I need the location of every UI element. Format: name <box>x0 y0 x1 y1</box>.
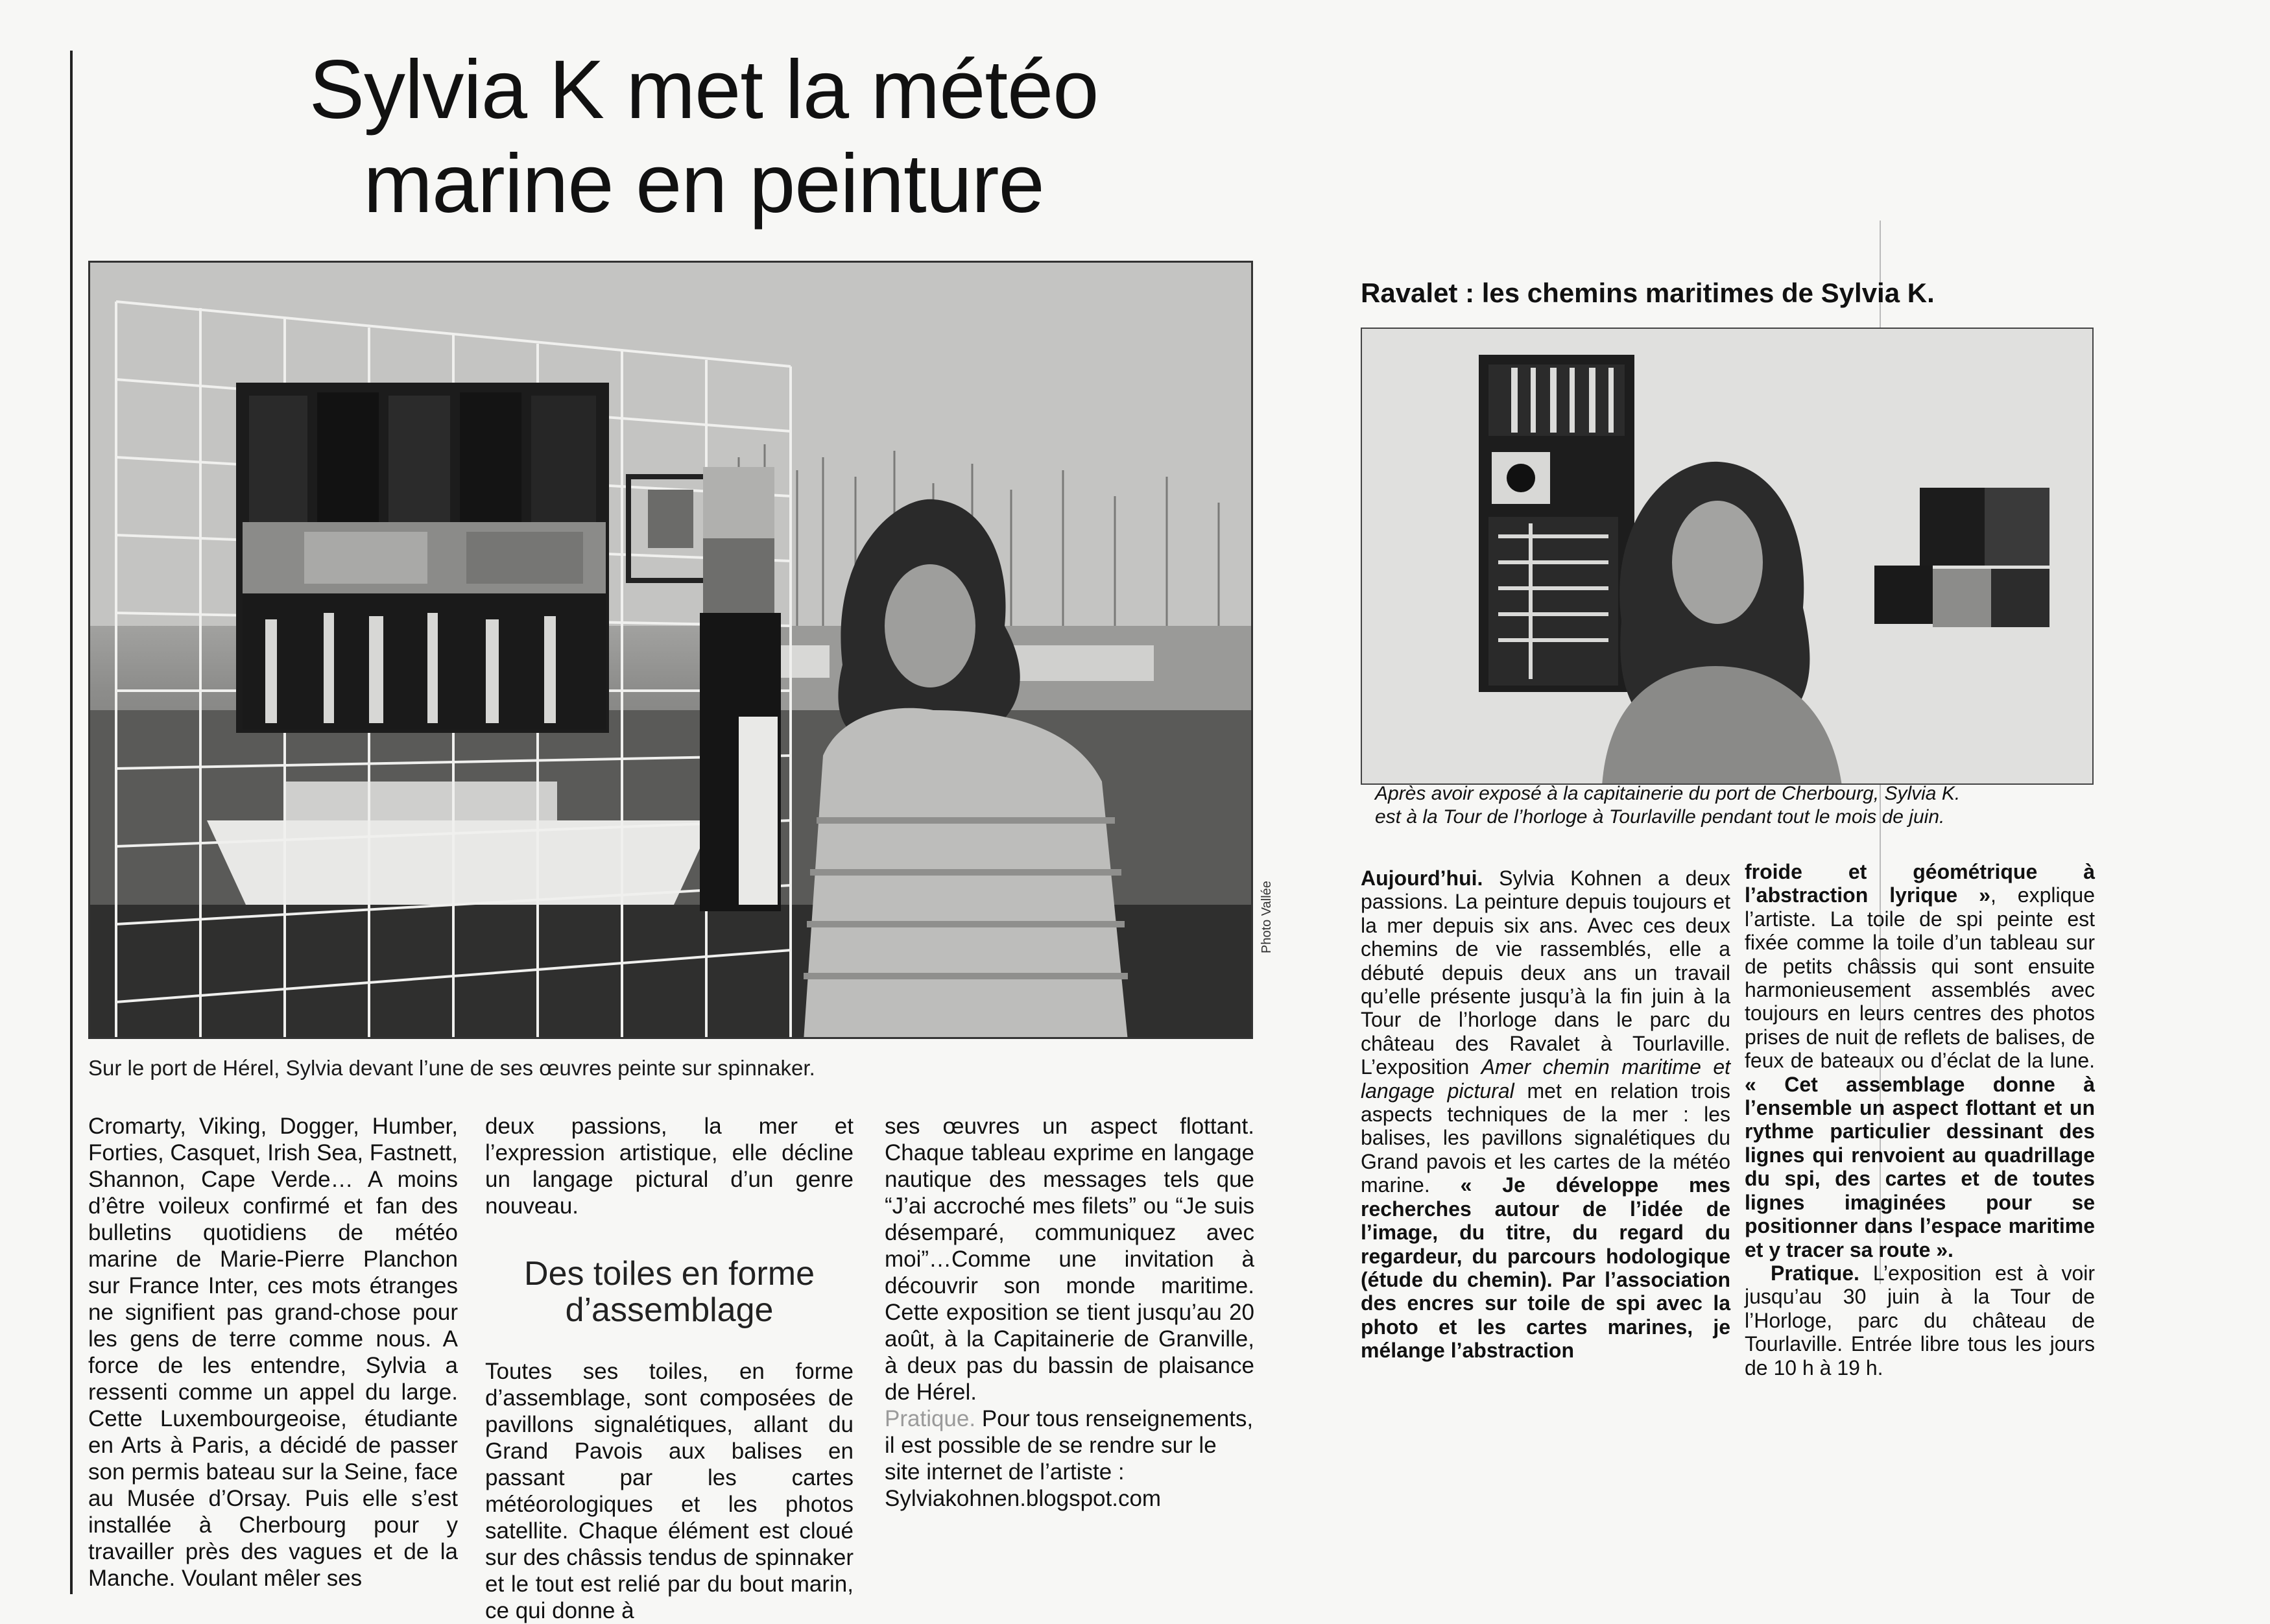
article-column-3 <box>885 1113 1254 1512</box>
right-col1-lead: Aujourd’hui. <box>1361 866 1483 890</box>
article-col2-body: Toutes ses toiles, en forme d’assemblage, sont composées de pavillons signalétiques, allant du Grand Pavois aux balises en passant par les cartes météorologiques et les photos satellite. Chaque élément est cloué sur des châssis tendus de spinnaker et le tout est relié par du bout marin, ce qui donne à <box>485 1359 854 1623</box>
right-col2-quote-end: froide et géométrique à l’abstraction lyrique » <box>1745 860 2095 907</box>
right-col1-text-2: met en relation trois aspects techniques de la mer : les balises, les pavillons signalétiques du Grand pavois et les cartes de la météo marine. <box>1361 1079 1731 1197</box>
main-photo-caption: Sur le port de Hérel, Sylvia devant l’une de ses œuvres peinte sur spinnaker. <box>88 1056 815 1080</box>
right-photo-caption <box>1375 782 1960 829</box>
headline-line-1: Sylvia K met la météo <box>309 43 1099 136</box>
main-photo <box>88 261 1253 1039</box>
right-caption-line-2: est à la Tour de l’horloge à Tourlaville pendant tout le mois de juin. <box>1375 806 1945 828</box>
pratique-paragraph <box>885 1405 1254 1485</box>
right-caption-line-1: Après avoir exposé à la capitainerie du port de Cherbourg, Sylvia K. <box>1375 783 1961 804</box>
article-col3-body: ses œuvres un aspect flottant. Chaque tableau exprime en langage nautique des messages tels que “J’ai accroché mes filets” ou “Je suis désemparé, communiquez avec moi”…Comme une invitation à découvrir son monde maritime. Cette exposition se tient jusqu’au 20 août, à la Capitainerie de Granville, à deux pas du bassin de plaisance de Hérel. <box>885 1114 1254 1405</box>
right-col1-exhibition-title: Amer chemin maritime et langage pictural <box>1361 1055 1731 1103</box>
website-link[interactable]: Sylviakohnen.blogspot.com <box>885 1486 1162 1511</box>
right-col1-text: Sylvia Kohnen a deux passions. La peinture depuis toujours et la mer depuis six ans. Avec ces deux chemins de vie rassemblés, elle a débuté depuis deux ans un travail qu’elle présente jusqu’à la fin juin à la Tour de l’horloge dans le parc du château des Ravalet à Tourlaville. L’exposition <box>1361 866 1730 1079</box>
headline <box>97 43 1310 231</box>
photo-credit: Photo Vallée <box>1260 881 1274 953</box>
article-col1-text: Cromarty, Viking, Dogger, Humber, Forties, Casquet, Irish Sea, Fastnett, Shannon, Cape Verde… A moins d’être voileux confirmé et fan des bulletins quotidiens de météo marine de Marie-Pierre Planchon sur France Inter, ces mots étranges ne signifient pas grand-chose pour les gens de terre comme nous. A force de les entendre, Sylvia a ressenti comme un appel du large. Cette Luxembourgeoise, étudiante en Arts à Paris, a décidé de passer son permis bateau sur la Seine, face au Musée d’Orsay. Puis elle s’est installée à Cherbourg pour y travailler près des vagues et de la Manche. Voulant mêler ses <box>88 1114 458 1591</box>
right-article-column-2 <box>1745 860 2095 1379</box>
right-col2-paragraph <box>1745 860 2095 1261</box>
article-col2-intro: deux passions, la mer et l’expression artistique, elle décline un langage pictural d’un genre nouveau. <box>485 1114 854 1219</box>
article-subheading: Des toiles en forme d’assemblage <box>524 1255 815 1329</box>
right-article-photo <box>1361 328 2094 785</box>
right-pratique-text: L’exposition est à voir jusqu’au 30 juin à la Tour de l’Horloge, parc du château de Tourlaville. Entrée libre tous les jours de 10 h à 19 h. <box>1745 1261 2095 1379</box>
pratique-text: Pour tous renseignements, il est possible de se rendre sur le site internet de l’artiste : <box>885 1406 1254 1485</box>
right-pratique-paragraph <box>1745 1261 2095 1379</box>
pratique-label: Pratique. <box>885 1406 976 1431</box>
article-column-2 <box>485 1113 854 1624</box>
right-pratique-label: Pratique. <box>1771 1261 1859 1285</box>
right-col2-quote: « Cet assemblage donne à l’ensemble un aspect flottant et un rythme particulier dessinant des lignes qui renvoient au quadrillage du spi, des cartes et de toutes lignes imaginées pour se positionner dans l’espace maritime et y tracer sa route ». <box>1745 1072 2095 1261</box>
right-article-title: Ravalet : les chemins maritimes de Sylvia K. <box>1361 278 1935 308</box>
headline-line-2: marine en peinture <box>363 137 1044 230</box>
main-photo-illustration <box>90 263 1253 1039</box>
right-col1-quote: « Je développe mes recherches autour de l’idée de l’image, du titre, du regard du regardeur, du parcours hodologique (étude du chemin). Par l’association des encres sur toile de spi avec la photo et les cartes marines, je mélange l’abstraction <box>1361 1173 1731 1363</box>
article-column-1 <box>88 1113 458 1592</box>
left-margin-rule <box>70 51 73 1594</box>
right-col2-text: , explique l’artiste. La toile de spi peinte est fixée comme la toile d’un tableau sur de petits châssis qui sont ensuite harmonieusement assemblés avec toujours en leurs centres des photos prises de nuit de reflets de balises, de feux de bateaux ou d’éclat de la lune. <box>1745 883 2096 1073</box>
right-article-column-1 <box>1361 866 1730 1363</box>
right-col1-paragraph <box>1361 866 1730 1363</box>
right-photo-illustration <box>1362 329 2094 785</box>
